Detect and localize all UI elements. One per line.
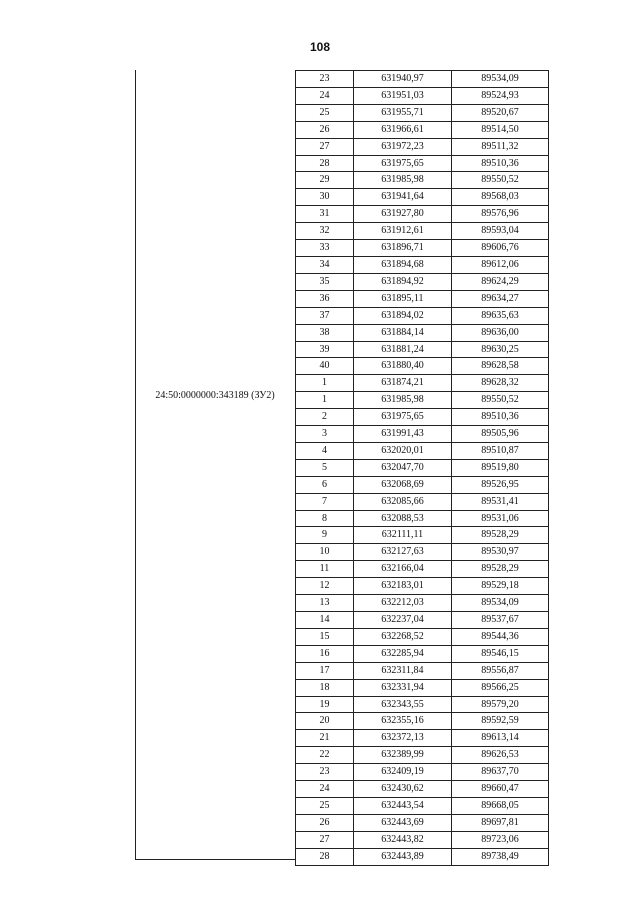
x-coordinate-cell: 632127,63: [354, 544, 452, 561]
x-coordinate-cell: 632443,89: [354, 848, 452, 865]
y-coordinate-cell: 89550,52: [452, 172, 549, 189]
x-coordinate-cell: 632047,70: [354, 459, 452, 476]
x-coordinate-cell: 631940,97: [354, 71, 452, 88]
x-coordinate-cell: 632212,03: [354, 595, 452, 612]
table-row: [296, 797, 549, 814]
point-number-cell: 39: [296, 341, 354, 358]
y-coordinate-cell: 89511,32: [452, 138, 549, 155]
y-coordinate-cell: 89626,53: [452, 747, 549, 764]
x-coordinate-cell: 632389,99: [354, 747, 452, 764]
point-number-cell: 25: [296, 797, 354, 814]
point-number-cell: 19: [296, 696, 354, 713]
table-row: [296, 814, 549, 831]
y-coordinate-cell: 89579,20: [452, 696, 549, 713]
table-row: [296, 764, 549, 781]
table-row: [296, 138, 549, 155]
y-coordinate-cell: 89738,49: [452, 848, 549, 865]
y-coordinate-cell: 89723,06: [452, 831, 549, 848]
y-coordinate-cell: 89576,96: [452, 206, 549, 223]
y-coordinate-cell: 89526,95: [452, 476, 549, 493]
y-coordinate-cell: 89519,80: [452, 459, 549, 476]
table-row: [296, 561, 549, 578]
x-coordinate-cell: 631894,68: [354, 256, 452, 273]
y-coordinate-cell: 89624,29: [452, 273, 549, 290]
point-number-cell: 40: [296, 358, 354, 375]
point-number-cell: 27: [296, 831, 354, 848]
y-coordinate-cell: 89510,36: [452, 155, 549, 172]
point-number-cell: 10: [296, 544, 354, 561]
x-coordinate-cell: 632068,69: [354, 476, 452, 493]
y-coordinate-cell: 89531,06: [452, 510, 549, 527]
x-coordinate-cell: 632166,04: [354, 561, 452, 578]
table-row: [296, 358, 549, 375]
table-row: [296, 409, 549, 426]
point-number-cell: 24: [296, 781, 354, 798]
x-coordinate-cell: 632020,01: [354, 442, 452, 459]
y-coordinate-cell: 89668,05: [452, 797, 549, 814]
x-coordinate-cell: 632085,66: [354, 493, 452, 510]
table-row: [296, 189, 549, 206]
y-coordinate-cell: 89628,32: [452, 375, 549, 392]
y-coordinate-cell: 89546,15: [452, 645, 549, 662]
x-coordinate-cell: 631966,61: [354, 121, 452, 138]
point-number-cell: 23: [296, 764, 354, 781]
point-number-cell: 27: [296, 138, 354, 155]
x-coordinate-cell: 631955,71: [354, 104, 452, 121]
x-coordinate-cell: 632409,19: [354, 764, 452, 781]
x-coordinate-cell: 632237,04: [354, 612, 452, 629]
x-coordinate-cell: 631881,24: [354, 341, 452, 358]
point-number-cell: 13: [296, 595, 354, 612]
x-coordinate-cell: 632443,54: [354, 797, 452, 814]
x-coordinate-cell: 631991,43: [354, 426, 452, 443]
point-number-cell: 14: [296, 612, 354, 629]
point-number-cell: 8: [296, 510, 354, 527]
y-coordinate-cell: 89534,09: [452, 595, 549, 612]
x-coordinate-cell: 631975,65: [354, 155, 452, 172]
table-row: [296, 256, 549, 273]
y-coordinate-cell: 89628,58: [452, 358, 549, 375]
y-coordinate-cell: 89592,59: [452, 713, 549, 730]
point-number-cell: 17: [296, 662, 354, 679]
left-border-line: [135, 70, 136, 860]
x-coordinate-cell: 632268,52: [354, 628, 452, 645]
x-coordinate-cell: 631894,92: [354, 273, 452, 290]
table-row: [296, 121, 549, 138]
x-coordinate-cell: 631896,71: [354, 240, 452, 257]
x-coordinate-cell: 632355,16: [354, 713, 452, 730]
x-coordinate-cell: 631985,98: [354, 172, 452, 189]
table-row: [296, 527, 549, 544]
point-number-cell: 15: [296, 628, 354, 645]
point-number-cell: 31: [296, 206, 354, 223]
table-row: [296, 392, 549, 409]
point-number-cell: 37: [296, 307, 354, 324]
table-row: [296, 544, 549, 561]
table-row: [296, 206, 549, 223]
point-number-cell: 26: [296, 814, 354, 831]
page-number: 108: [309, 40, 331, 54]
coordinates-table-frame: [135, 70, 548, 860]
y-coordinate-cell: 89634,27: [452, 290, 549, 307]
y-coordinate-cell: 89550,52: [452, 392, 549, 409]
x-coordinate-cell: 631895,11: [354, 290, 452, 307]
table-row: [296, 510, 549, 527]
y-coordinate-cell: 89514,50: [452, 121, 549, 138]
table-row: [296, 240, 549, 257]
table-row: [296, 831, 549, 848]
table-row: [296, 71, 549, 88]
x-coordinate-cell: 632111,11: [354, 527, 452, 544]
y-coordinate-cell: 89566,25: [452, 679, 549, 696]
table-row: [296, 155, 549, 172]
table-row: [296, 595, 549, 612]
y-coordinate-cell: 89636,00: [452, 324, 549, 341]
table-row: [296, 341, 549, 358]
point-number-cell: 3: [296, 426, 354, 443]
x-coordinate-cell: 631874,21: [354, 375, 452, 392]
table-row: [296, 375, 549, 392]
point-number-cell: 2: [296, 409, 354, 426]
point-number-cell: 22: [296, 747, 354, 764]
x-coordinate-cell: 632443,82: [354, 831, 452, 848]
y-coordinate-cell: 89528,29: [452, 527, 549, 544]
point-number-cell: 16: [296, 645, 354, 662]
y-coordinate-cell: 89530,97: [452, 544, 549, 561]
point-number-cell: 5: [296, 459, 354, 476]
y-coordinate-cell: 89635,63: [452, 307, 549, 324]
bottom-border-line: [135, 859, 295, 860]
point-number-cell: 25: [296, 104, 354, 121]
point-number-cell: 1: [296, 375, 354, 392]
table-row: [296, 696, 549, 713]
table-row: [296, 172, 549, 189]
y-coordinate-cell: 89660,47: [452, 781, 549, 798]
point-number-cell: 32: [296, 223, 354, 240]
y-coordinate-cell: 89510,36: [452, 409, 549, 426]
x-coordinate-cell: 631951,03: [354, 87, 452, 104]
parcel-label: 24:50:0000000:343189 (ЗУ2): [155, 390, 275, 401]
point-number-cell: 7: [296, 493, 354, 510]
x-coordinate-cell: 632183,01: [354, 578, 452, 595]
x-coordinate-cell: 631894,02: [354, 307, 452, 324]
table-row: [296, 290, 549, 307]
table-row: [296, 730, 549, 747]
table-row: [296, 104, 549, 121]
point-number-cell: 23: [296, 71, 354, 88]
point-number-cell: 28: [296, 155, 354, 172]
table-row: [296, 87, 549, 104]
y-coordinate-cell: 89556,87: [452, 662, 549, 679]
table-row: [296, 426, 549, 443]
x-coordinate-cell: 632331,94: [354, 679, 452, 696]
table-row: [296, 223, 549, 240]
point-number-cell: 34: [296, 256, 354, 273]
table-row: [296, 307, 549, 324]
coordinates-table-body: [296, 71, 549, 866]
y-coordinate-cell: 89593,04: [452, 223, 549, 240]
table-row: [296, 628, 549, 645]
point-number-cell: 30: [296, 189, 354, 206]
point-number-cell: 11: [296, 561, 354, 578]
point-number-cell: 33: [296, 240, 354, 257]
y-coordinate-cell: 89606,76: [452, 240, 549, 257]
x-coordinate-cell: 632372,13: [354, 730, 452, 747]
table-row: [296, 476, 549, 493]
y-coordinate-cell: 89697,81: [452, 814, 549, 831]
y-coordinate-cell: 89630,25: [452, 341, 549, 358]
point-number-cell: 12: [296, 578, 354, 595]
x-coordinate-cell: 631985,98: [354, 392, 452, 409]
point-number-cell: 20: [296, 713, 354, 730]
y-coordinate-cell: 89612,06: [452, 256, 549, 273]
y-coordinate-cell: 89537,67: [452, 612, 549, 629]
table-row: [296, 493, 549, 510]
y-coordinate-cell: 89534,09: [452, 71, 549, 88]
point-number-cell: 21: [296, 730, 354, 747]
x-coordinate-cell: 632088,53: [354, 510, 452, 527]
table-row: [296, 662, 549, 679]
y-coordinate-cell: 89568,03: [452, 189, 549, 206]
x-coordinate-cell: 632343,55: [354, 696, 452, 713]
y-coordinate-cell: 89505,96: [452, 426, 549, 443]
coordinates-table: [295, 70, 549, 866]
y-coordinate-cell: 89529,18: [452, 578, 549, 595]
x-coordinate-cell: 631884,14: [354, 324, 452, 341]
table-row: [296, 442, 549, 459]
table-row: [296, 273, 549, 290]
point-number-cell: 29: [296, 172, 354, 189]
table-row: [296, 612, 549, 629]
table-row: [296, 781, 549, 798]
x-coordinate-cell: 632311,84: [354, 662, 452, 679]
point-number-cell: 28: [296, 848, 354, 865]
table-row: [296, 747, 549, 764]
y-coordinate-cell: 89520,67: [452, 104, 549, 121]
y-coordinate-cell: 89544,36: [452, 628, 549, 645]
y-coordinate-cell: 89637,70: [452, 764, 549, 781]
y-coordinate-cell: 89524,93: [452, 87, 549, 104]
point-number-cell: 26: [296, 121, 354, 138]
x-coordinate-cell: 631912,61: [354, 223, 452, 240]
y-coordinate-cell: 89531,41: [452, 493, 549, 510]
point-number-cell: 1: [296, 392, 354, 409]
x-coordinate-cell: 632430,62: [354, 781, 452, 798]
x-coordinate-cell: 631972,23: [354, 138, 452, 155]
table-row: [296, 324, 549, 341]
point-number-cell: 35: [296, 273, 354, 290]
point-number-cell: 9: [296, 527, 354, 544]
y-coordinate-cell: 89528,29: [452, 561, 549, 578]
x-coordinate-cell: 632443,69: [354, 814, 452, 831]
point-number-cell: 36: [296, 290, 354, 307]
y-coordinate-cell: 89510,87: [452, 442, 549, 459]
point-number-cell: 18: [296, 679, 354, 696]
table-row: [296, 713, 549, 730]
point-number-cell: 4: [296, 442, 354, 459]
y-coordinate-cell: 89613,14: [452, 730, 549, 747]
point-number-cell: 6: [296, 476, 354, 493]
x-coordinate-cell: 631975,65: [354, 409, 452, 426]
table-row: [296, 848, 549, 865]
table-row: [296, 578, 549, 595]
table-row: [296, 645, 549, 662]
point-number-cell: 38: [296, 324, 354, 341]
point-number-cell: 24: [296, 87, 354, 104]
table-row: [296, 679, 549, 696]
x-coordinate-cell: 631927,80: [354, 206, 452, 223]
x-coordinate-cell: 631941,64: [354, 189, 452, 206]
x-coordinate-cell: 631880,40: [354, 358, 452, 375]
table-row: [296, 459, 549, 476]
x-coordinate-cell: 632285,94: [354, 645, 452, 662]
